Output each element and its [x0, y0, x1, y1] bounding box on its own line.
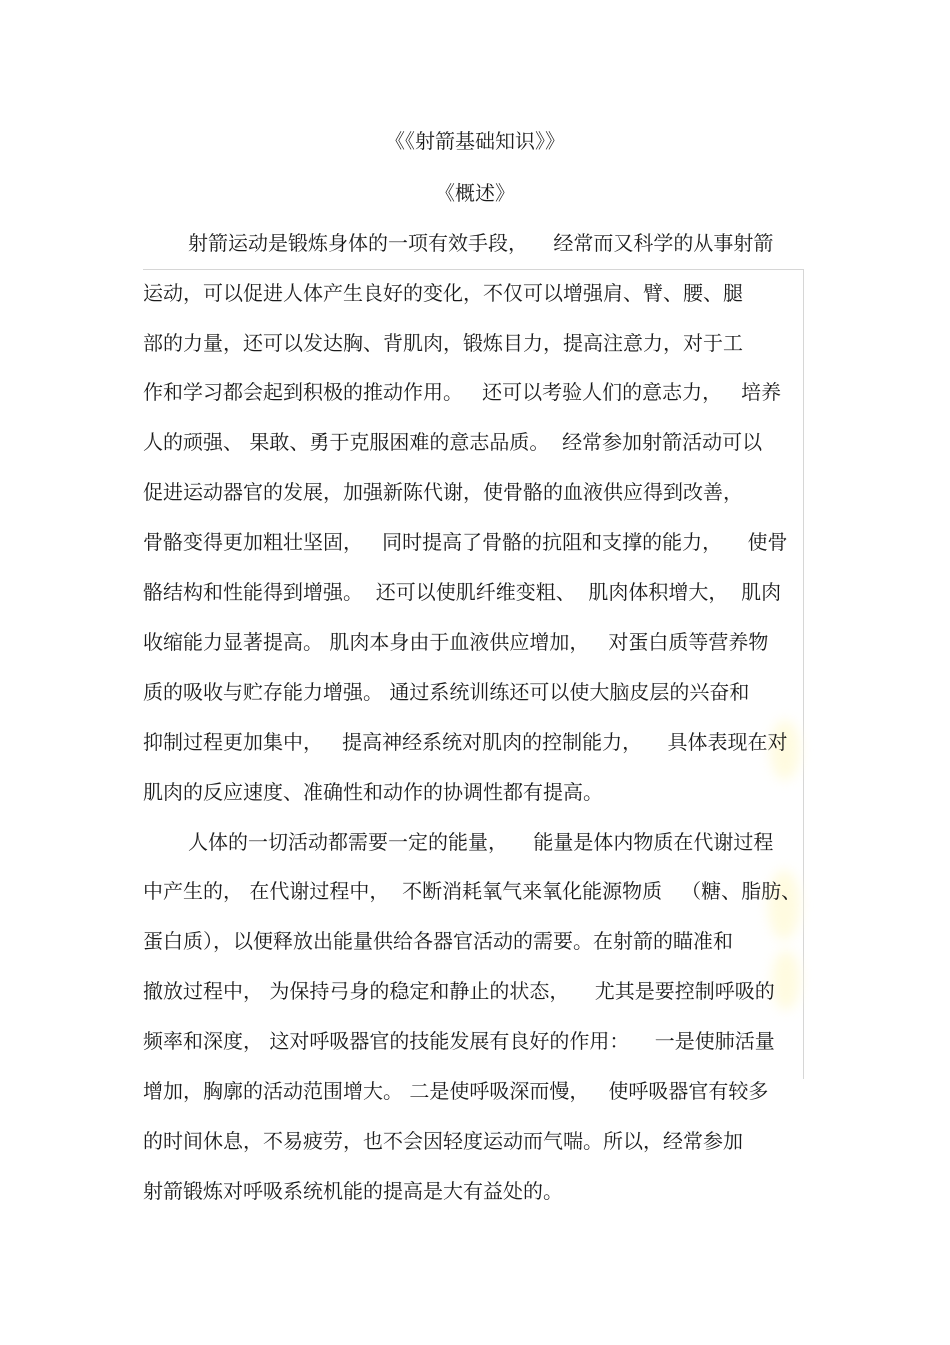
paragraph-line: 质的吸收与贮存能力增强。 通过系统训练还可以使大脑皮层的兴奋和 [143, 680, 750, 704]
paragraph-line: 蛋白质），以便释放出能量供给各器官活动的需要。在射箭的瞄准和 [143, 929, 733, 953]
paragraph-line: 作和学习都会起到积极的推动作用。 还可以考验人们的意志力， 培养 [143, 380, 782, 404]
paragraph-line: 骼结构和性能得到增强。 还可以使肌纤维变粗、 肌肉体积增大， 肌肉 [143, 580, 782, 604]
paragraph-line: 骨骼变得更加粗壮坚固， 同时提高了骨骼的抗阻和支撑的能力， 使骨 [143, 530, 788, 554]
paragraph-line: 运动，可以促进人体产生良好的变化，不仅可以增强肩、臂、腰、腿 [143, 281, 743, 305]
paragraph-line: 抑制过程更加集中， 提高神经系统对肌肉的控制能力， 具体表现在对 [143, 730, 788, 754]
paragraph-line: 的时间休息，不易疲劳，也不会因轻度运动而气喘。所以，经常参加 [143, 1129, 743, 1153]
paragraph-line: 肌肉的反应速度、准确性和动作的协调性都有提高。 [143, 780, 603, 804]
paragraph-line: 射箭运动是锻炼身体的一项有效手段， 经常而又科学的从事射箭 [188, 231, 774, 255]
document-title: 《《射箭基础知识》》 [385, 129, 565, 153]
paragraph-line: 射箭锻炼对呼吸系统机能的提高是大有益处的。 [143, 1179, 563, 1203]
paragraph-line: 人的顽强、 果敢、勇于克服困难的意志品质。 经常参加射箭活动可以 [143, 430, 763, 454]
paragraph-line: 收缩能力显著提高。 肌肉本身由于血液供应增加， 对蛋白质等营养物 [143, 630, 769, 654]
paragraph-line: 频率和深度， 这对呼吸器官的技能发展有良好的作用： 一是使肺活量 [143, 1029, 775, 1053]
frame-border-top [143, 269, 804, 270]
paragraph-line: 部的力量，还可以发达胸、背肌肉，锻炼目力，提高注意力，对于工 [143, 331, 743, 355]
paragraph-line: 中产生的， 在代谢过程中， 不断消耗氧气来氧化能源物质 （糖、脂肪、 [143, 879, 802, 903]
paragraph-line: 促进运动器官的发展，加强新陈代谢，使骨骼的血液供应得到改善， [143, 480, 743, 504]
paragraph-line: 撤放过程中， 为保持弓身的稳定和静止的状态， 尤其是要控制呼吸的 [143, 979, 775, 1003]
paragraph-line: 人体的一切活动都需要一定的能量， 能量是体内物质在代谢过程 [188, 830, 774, 854]
section-heading: 《概述》 [435, 181, 515, 205]
paragraph-line: 增加，胸廓的活动范围增大。 二是使呼吸深而慢， 使呼吸器官有较多 [143, 1079, 769, 1103]
